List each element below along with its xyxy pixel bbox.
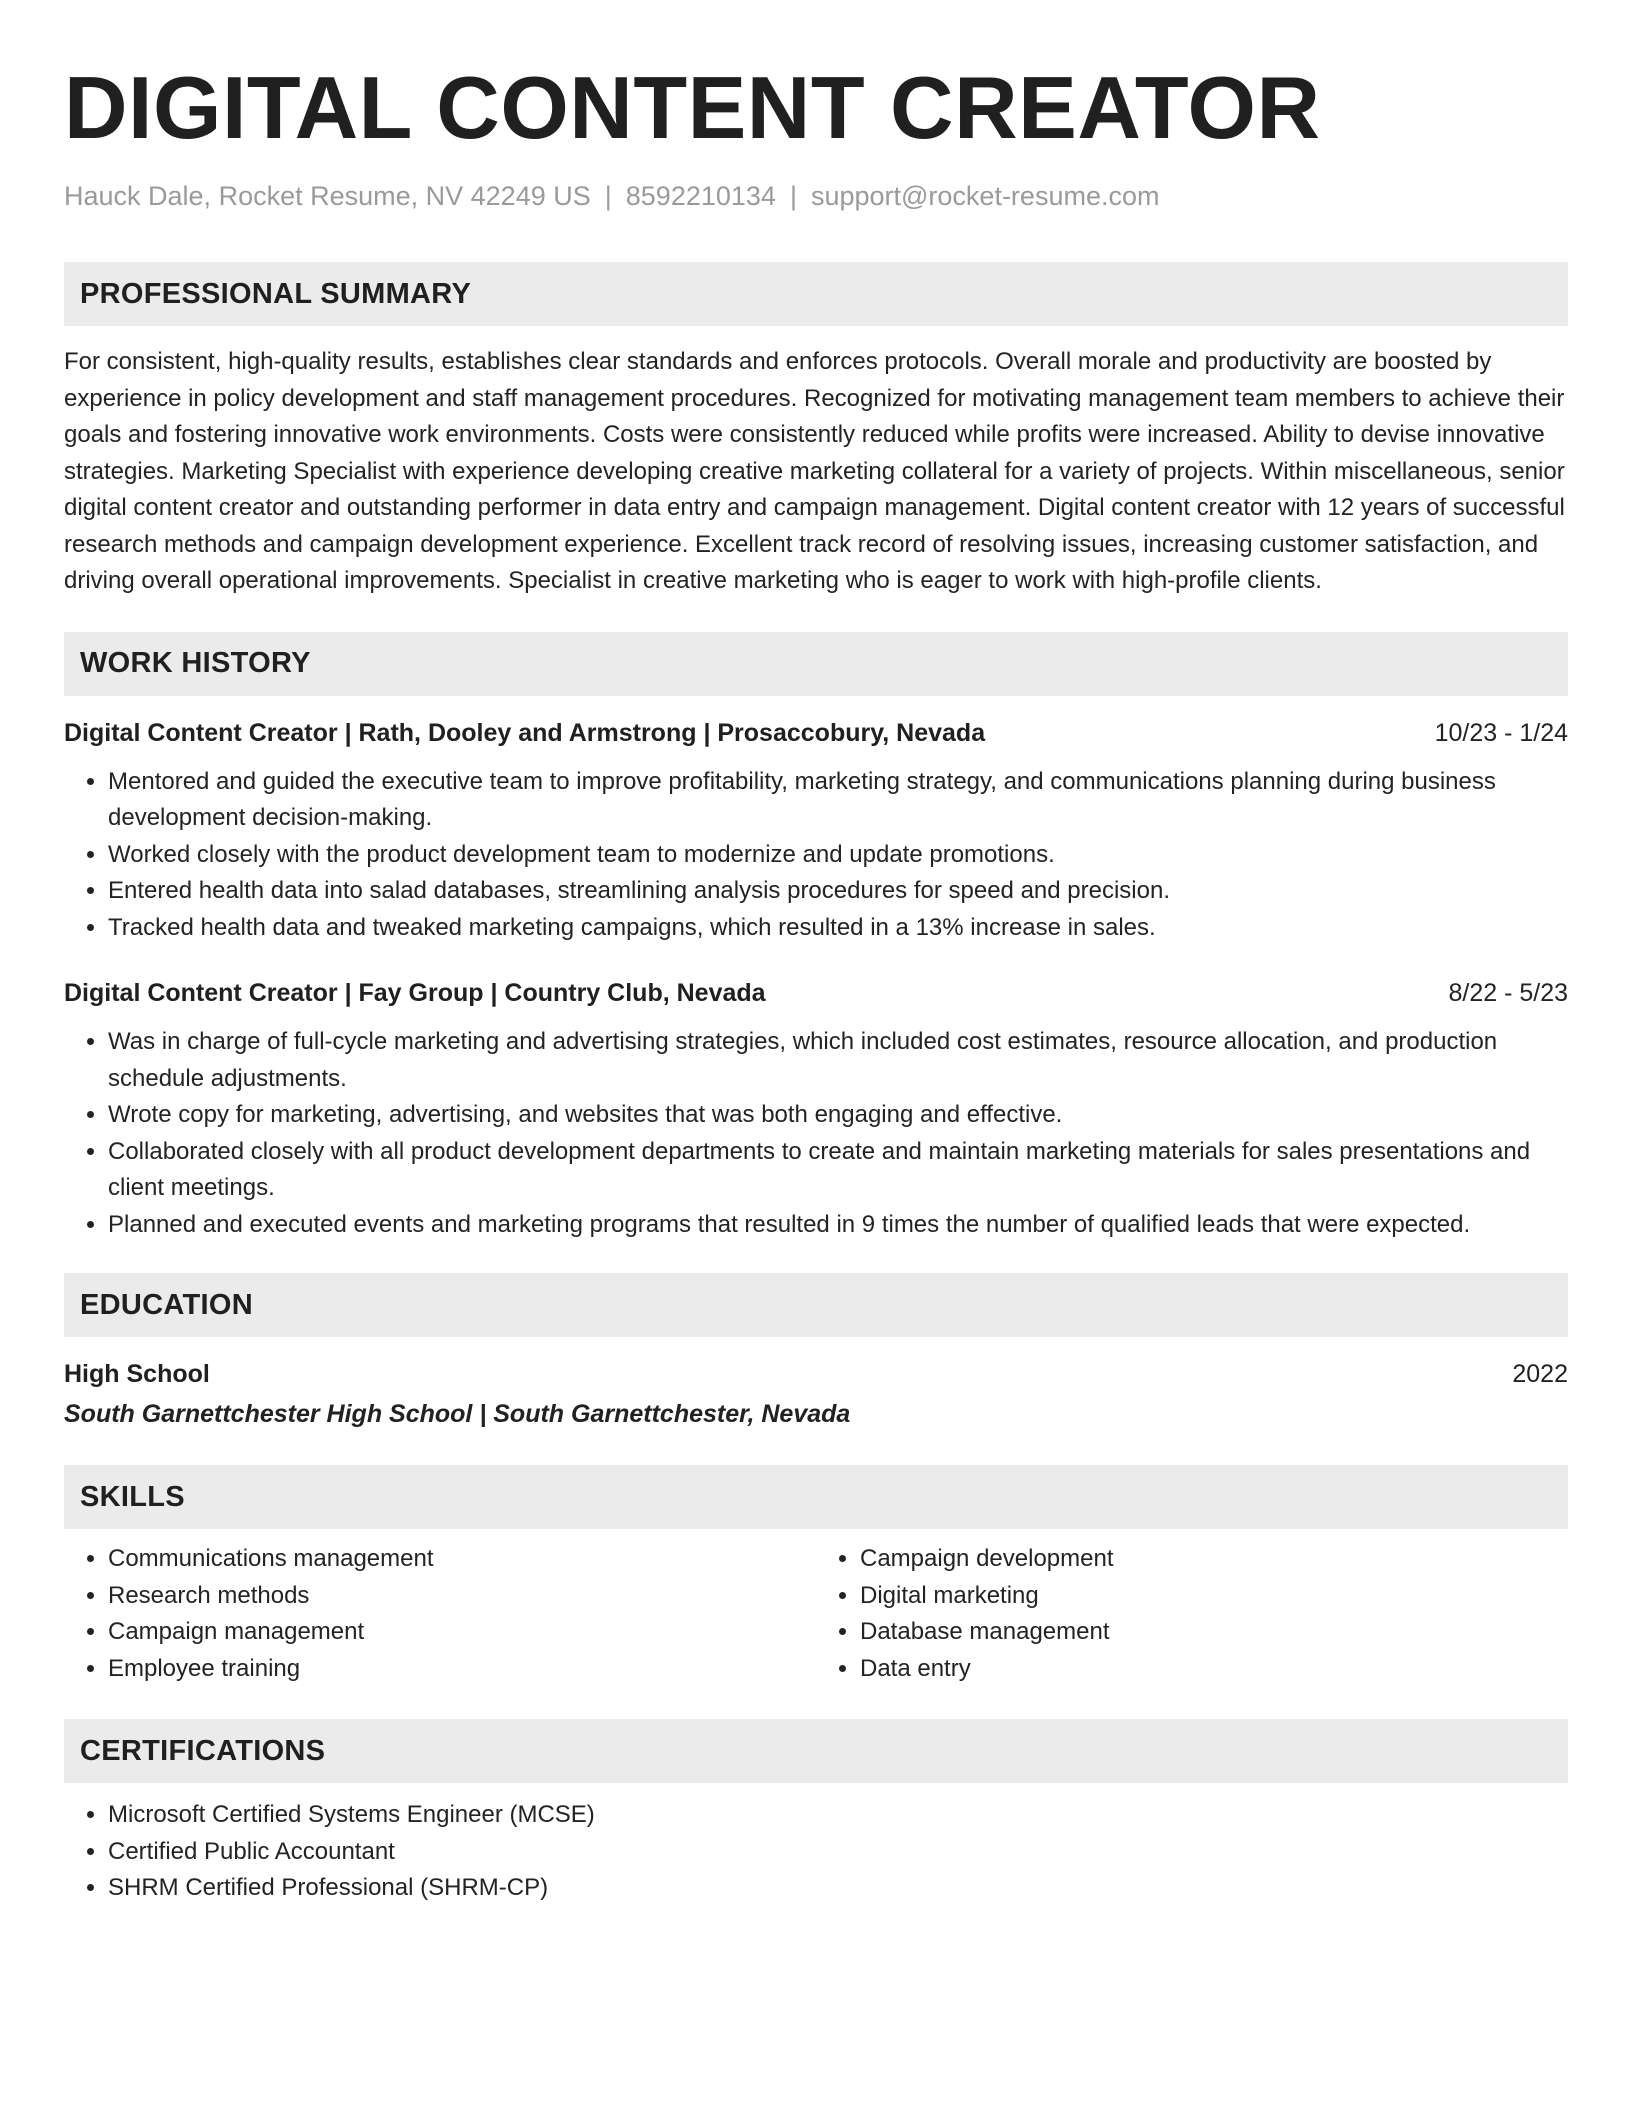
- list-item: • Collaborated closely with all product development departments to create and maintain marketing materials for sales presentations and client meetings.: [108, 1134, 1568, 1207]
- job-bullets: [64, 1024, 1568, 1243]
- section-header: [64, 1273, 1568, 1337]
- education-section: [64, 1273, 1568, 1431]
- summary-text: For consistent, high-quality results, establishes clear standards and enforces protocols. Overall morale and productivity are boosted by experience in policy development and staff management procedures. Recognized for motivating management team members to achieve their goals and fostering innovative work environments. Costs were consistently reduced while profits were increased. Ability to devise innovative strategies. Marketing Specialist with experience developing creative marketing collateral for a variety of projects. Within miscellaneous, senior digital content creator and outstanding performer in data entry and campaign management. Digital content creator with 12 years of successful research methods and campaign development experience. Excellent track record of resolving issues, increasing customer satisfaction, and driving overall operational improvements. Specialist in creative marketing who is eager to work with high-profile clients.: [64, 348, 1565, 595]
- job-dates: 10/23 - 1/24: [1434, 718, 1568, 747]
- contact-separator: |: [789, 181, 797, 211]
- education-header: [64, 1357, 1568, 1391]
- list-item: • Digital marketing: [860, 1578, 1568, 1615]
- section-header: [64, 1465, 1568, 1529]
- list-item: • Worked closely with the product development team to modernize and update promotions.: [108, 837, 1568, 874]
- contact-address: Hauck Dale, Rocket Resume, NV 42249 US: [64, 181, 591, 211]
- list-item: • Communications management: [108, 1541, 816, 1578]
- contact-separator: |: [604, 181, 612, 211]
- resume-title: DIGITAL CONTENT CREATOR: [64, 58, 1321, 157]
- list-item: • Tracked health data and tweaked marketing campaigns, which resulted in a 13% increase in sales.: [108, 910, 1568, 947]
- section-title: CERTIFICATIONS: [80, 1734, 326, 1767]
- education-school: South Garnettchester High School | South Garnettchester, Nevada: [64, 1400, 851, 1429]
- section-title: SKILLS: [80, 1480, 185, 1513]
- section-title: EDUCATION: [80, 1288, 253, 1321]
- list-item: • Wrote copy for marketing, advertising, and websites that was both engaging and effective.: [108, 1097, 1568, 1134]
- list-item: • Certified Public Accountant: [108, 1834, 1568, 1871]
- job-dates: 8/22 - 5/23: [1448, 979, 1568, 1008]
- job-title: Digital Content Creator | Fay Group | Country Club, Nevada: [64, 979, 766, 1008]
- list-item: • SHRM Certified Professional (SHRM-CP): [108, 1870, 1568, 1907]
- skills-list-right: [816, 1541, 1568, 1687]
- certifications-section: [64, 1719, 1568, 1907]
- section-header: [64, 262, 1568, 326]
- education-entry: [64, 1357, 1568, 1431]
- list-item: • Database management: [860, 1614, 1568, 1651]
- work-history-section: [64, 632, 1568, 1244]
- job-entry: [64, 976, 1568, 1243]
- certifications-list: [64, 1797, 1568, 1907]
- job-entry: [64, 716, 1568, 947]
- education-year: 2022: [1512, 1360, 1568, 1389]
- skills-list-left: [64, 1541, 816, 1687]
- list-item: • Data entry: [860, 1651, 1568, 1688]
- contact-phone: 8592210134: [625, 181, 776, 211]
- section-header: [64, 1719, 1568, 1783]
- list-item: • Microsoft Certified Systems Engineer (MCSE): [108, 1797, 1568, 1834]
- section-title: WORK HISTORY: [80, 647, 311, 680]
- job-header: [64, 976, 1568, 1010]
- list-item: • Entered health data into salad databases, streamlining analysis procedures for speed and precision.: [108, 873, 1568, 910]
- summary-section: [64, 262, 1568, 600]
- list-item: • Campaign management: [108, 1614, 816, 1651]
- contact-email: support@rocket-resume.com: [810, 181, 1160, 211]
- list-item: • Campaign development: [860, 1541, 1568, 1578]
- list-item: • Planned and executed events and marketing programs that resulted in 9 times the number of qualified leads that were expected.: [108, 1207, 1568, 1244]
- section-title: PROFESSIONAL SUMMARY: [80, 277, 472, 310]
- skills-section: [64, 1465, 1568, 1687]
- job-title: Digital Content Creator | Rath, Dooley and Armstrong | Prosaccobury, Nevada: [64, 718, 986, 747]
- section-header: [64, 632, 1568, 696]
- job-bullets: [64, 764, 1568, 947]
- skills-columns: [64, 1541, 1568, 1687]
- list-item: • Was in charge of full-cycle marketing and advertising strategies, which included cost estimates, resource allocation, and production schedule adjustments.: [108, 1024, 1568, 1097]
- job-header: [64, 716, 1568, 750]
- list-item: • Mentored and guided the executive team to improve profitability, marketing strategy, and communications planning during business development decision-making.: [108, 764, 1568, 837]
- contact-line: [64, 180, 1568, 212]
- education-degree: High School: [64, 1360, 210, 1389]
- list-item: • Employee training: [108, 1651, 816, 1688]
- list-item: • Research methods: [108, 1578, 816, 1615]
